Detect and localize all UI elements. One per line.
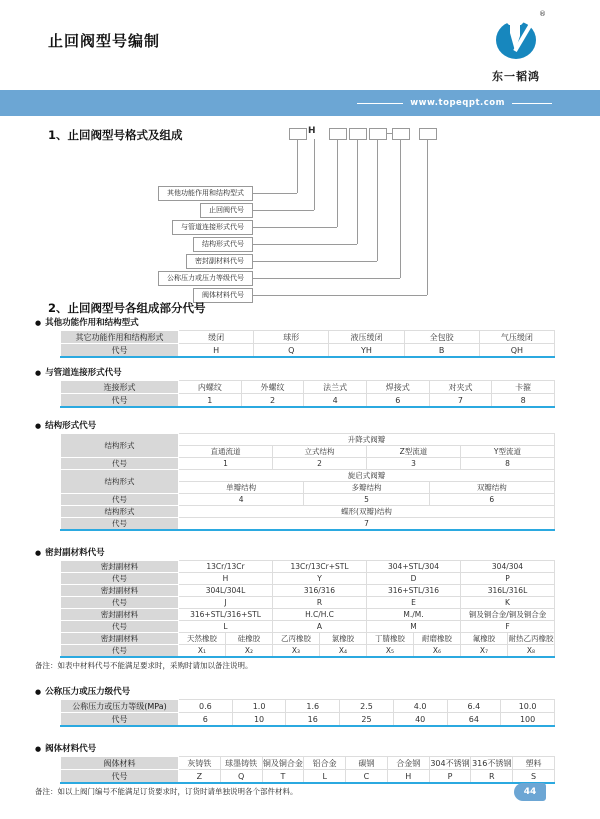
code-block-seal-material [0,549,600,670]
row-label-cell: 结构形式 [61,434,179,458]
code-slot [329,128,347,140]
bullet-icon: ● [35,688,42,696]
code-block-pressure [0,688,600,727]
table-cell: 100 [501,713,555,727]
table-cell: 铜及铜合金 [262,758,303,768]
table-cell: 法兰式 [304,381,367,394]
block-title-text: 公称压力或压力级代号 [45,687,131,697]
table-cell: X₃ [273,645,320,658]
bullet-icon: ● [35,745,42,753]
table-cell: 6.4 [447,700,501,713]
table-cell: 外螺纹 [241,381,304,394]
table-cell: 4 [179,494,304,506]
table-cell: 铜及铜合金/铜及铜合金 [461,609,555,621]
row-label-cell: 结构形式 [61,506,179,518]
code-block-structure-form [0,422,600,531]
connector-line [253,193,297,194]
table-cell: 316+STL/316 [367,585,461,597]
connector-line [400,139,401,278]
row-label-cell: 阀体材料 [61,757,179,770]
table-cell: M./M. [367,609,461,621]
table-cell: T [262,770,304,784]
website-url: www.topeqpt.com [410,98,505,108]
block-title [35,319,600,328]
row-label-cell: 代号 [61,597,179,609]
table-cell: 耐磨橡胶 [414,633,461,645]
table-cell: 316L/316L [461,585,555,597]
table-cell: M [367,621,461,633]
table-cell: 卡箍 [492,381,555,394]
table-cell: C [346,770,388,784]
code-block-body-material [0,745,600,796]
table-cell: 25 [340,713,394,727]
table-cell: 5 [304,494,429,506]
block-title-text: 阀体材料代号 [45,744,97,754]
table-cell: 1.0 [232,700,286,713]
bullet-icon: ● [35,319,42,327]
table-cell: 双瓣结构 [429,482,554,494]
brand-logo-icon [494,12,540,64]
row-label-cell: 代号 [61,458,179,470]
table-cell: J [179,597,273,609]
bullet-icon: ● [35,369,42,377]
banner-bar [0,90,600,116]
table-cell: 对夹式 [429,381,492,394]
table-cell: 耐热乙丙橡胶 [508,634,554,643]
table-cell: D [367,573,461,585]
structure-form-table [60,433,555,531]
connector-line [253,227,337,228]
table-cell: Q [254,344,329,358]
banner-dash-right [512,103,552,104]
connector-line [253,261,377,262]
table-cell: 16 [286,713,340,727]
row-label-cell: 代号 [61,494,179,506]
table-cell: 升降式阀瓣 [179,434,555,446]
code-slot [349,128,367,140]
table-cell: 球形 [254,331,329,344]
diagram-label: 阀体材料代号 [193,288,253,303]
connection-type-table [60,380,555,408]
table-cell: H [179,573,273,585]
row-label-cell: 代号 [61,770,179,784]
table-cell: L [179,621,273,633]
table-cell: 304/304 [461,561,555,573]
table-cell: Y [273,573,367,585]
table-cell: 多瓣结构 [304,482,429,494]
table-cell: R [471,770,513,784]
table-cell: 316不锈钢 [472,758,512,768]
connector-line [357,139,358,244]
row-label-cell: 密封副材料 [61,585,179,597]
table-cell: 7 [429,394,492,408]
table-cell: 10 [232,713,286,727]
table-cell: 直通流道 [179,446,273,458]
table-cell: 8 [460,458,554,470]
table-cell: 304+STL/304 [367,561,461,573]
table-cell: B [404,344,479,358]
table-cell: S [513,770,555,784]
table-cell: 6 [429,494,554,506]
table-cell: 碳钢 [346,757,388,770]
block-title-text: 密封副材料代号 [45,548,105,558]
table-cell: 304不锈钢 [430,758,470,768]
connector-line [253,244,357,245]
code-slot [392,128,410,140]
table-cell: 氟橡胶 [461,633,508,645]
section2-heading: 2、止回阀型号各组成部分代号 [48,301,206,315]
block-title [35,745,600,754]
table-cell: 2.5 [340,700,394,713]
table-cell: Q [220,770,262,784]
table-cell: H.C/H.C [273,609,367,621]
code-block-connection [0,369,600,408]
connector-line [253,210,314,211]
row-label-cell: 其它功能作用和结构形式 [61,331,179,344]
table-cell: 10.0 [501,700,555,713]
pressure-rating-table [60,699,555,727]
diagram-label: 公称压力或压力等级代号 [158,271,253,286]
table-cell: R [273,597,367,609]
table-cell: 13Cr/13Cr [179,561,273,573]
table-cell: K [461,597,555,609]
table-cell: X₆ [414,645,461,658]
row-label-cell: 密封副材料 [61,561,179,573]
table-cell: 旋启式阀瓣 [179,470,555,482]
table-cell: 乙丙橡胶 [273,633,320,645]
connector-line [253,278,400,279]
table-cell: 3 [366,458,460,470]
table-cell: 316/316 [273,585,367,597]
row-label-cell: 连接形式 [61,381,179,394]
table-cell: 氯橡胶 [320,633,367,645]
table-cell: 1.6 [286,700,340,713]
block-title [35,688,600,697]
table-cell: X₅ [367,645,414,658]
diagram-label: 止回阀代号 [200,203,253,218]
table-cell: 液压缓闭 [329,331,404,344]
connector-line [377,139,378,261]
table-cell: 40 [393,713,447,727]
code-block-function-structure [0,319,600,358]
table-cell: X₈ [508,645,555,658]
table-cell: 1 [179,458,273,470]
bullet-icon: ● [35,549,42,557]
row-label-cell: 代号 [61,573,179,585]
table-cell: 丁腈橡胶 [367,633,414,645]
connector-line [427,139,428,295]
connector-line [337,139,338,227]
code-slot [419,128,437,140]
table-cell: 304L/304L [179,585,273,597]
table-cell: 6 [366,394,429,408]
table-cell: 缓闭 [179,331,254,344]
row-label-cell: 代号 [61,394,179,408]
block-title [35,422,600,431]
row-label-cell: 结构形式 [61,470,179,494]
table-cell: P [429,770,471,784]
table-cell: 2 [241,394,304,408]
connector-line [314,139,315,210]
table-cell: 内螺纹 [179,381,242,394]
table-cell: E [367,597,461,609]
registered-trademark-icon: ® [539,10,546,18]
table-cell: P [461,573,555,585]
page-title: 止回阀型号编制 [48,32,161,50]
table-cell: 灰铸铁 [179,757,221,770]
section1-heading: 1、止回阀型号格式及组成 [48,128,183,142]
row-label-cell: 密封副材料 [61,633,179,645]
table-note: 备注：如以上阀门编号不能满足订货要求时，订货时请单独说明各个部件材料。 [35,787,298,796]
row-label-cell: 代号 [61,621,179,633]
diagram-label: 结构形式代号 [193,237,253,252]
table-cell: 316+STL/316+STL [179,609,273,621]
table-cell: QH [479,344,554,358]
table-cell: 铝合金 [304,757,346,770]
table-cell: A [273,621,367,633]
table-cell: Y型流道 [460,446,554,458]
block-title-text: 结构形式代号 [45,421,97,431]
table-cell: F [461,621,555,633]
connector-line [253,295,427,296]
table-cell: Z型流道 [366,446,460,458]
table-cell: 全包胶 [404,331,479,344]
code-slot [369,128,387,140]
table-cell: 8 [492,394,555,408]
table-cell: 13Cr/13Cr+STL [273,561,367,573]
code-slot [289,128,307,140]
table-cell: 焊接式 [366,381,429,394]
table-cell: H [179,344,254,358]
row-label-cell: 代号 [61,518,179,531]
table-note: 备注：如表中材料代号不能满足要求时，采购时请加以备注说明。 [35,661,253,670]
seal-material-table [60,560,555,658]
table-cell: 单瓣结构 [179,482,304,494]
diagram-label: 密封副材料代号 [186,254,253,269]
table-cell: 立式结构 [272,446,366,458]
block-title [35,369,600,378]
block-title-text: 其他功能作用和结构型式 [45,318,139,328]
table-cell: X₄ [320,645,367,658]
table-cell: 气压缓闭 [479,331,554,344]
table-cell: 合金钢 [387,757,429,770]
table-cell: 天然橡胶 [179,633,226,645]
diagram-label: 其他功能作用和结构型式 [158,186,253,201]
block-title-text: 与管道连接形式代号 [45,368,122,378]
table-cell: L [304,770,346,784]
bullet-icon: ● [35,422,42,430]
diagram-label: 与管道连接形式代号 [172,220,253,235]
table-cell: YH [329,344,404,358]
table-cell: 4 [304,394,367,408]
row-label-cell: 代号 [61,713,179,727]
table-cell: Z [179,770,221,784]
table-cell: X₇ [461,645,508,658]
table-cell: 1 [179,394,242,408]
section2 [0,302,600,796]
valve-code-letter: H [308,126,316,136]
connector-line [297,139,298,193]
row-label-cell: 密封副材料 [61,609,179,621]
table-cell: 0.6 [179,700,233,713]
block-title [35,549,600,558]
page-number-badge: 44 [514,783,546,801]
table-cell: X₁ [179,645,226,658]
table-cell: 7 [179,518,555,531]
brand-name: 东一韬鸿 [492,70,540,83]
function-structure-table [60,330,555,358]
row-label-cell: 公称压力或压力等级(MPa) [61,700,179,713]
table-cell: X₂ [226,645,273,658]
table-cell: 2 [272,458,366,470]
row-label-cell: 代号 [61,645,179,658]
table-cell: 64 [447,713,501,727]
table-cell: H [387,770,429,784]
banner-dash-left [357,103,403,104]
table-cell: 球墨铸铁 [220,757,262,770]
row-label-cell: 代号 [61,344,179,358]
table-cell: 蝶形(双瓣)结构 [179,506,555,518]
table-cell: 塑料 [513,757,555,770]
table-cell: 硅橡胶 [226,633,273,645]
table-cell: 6 [179,713,233,727]
body-material-table [60,756,555,784]
table-cell: 4.0 [393,700,447,713]
